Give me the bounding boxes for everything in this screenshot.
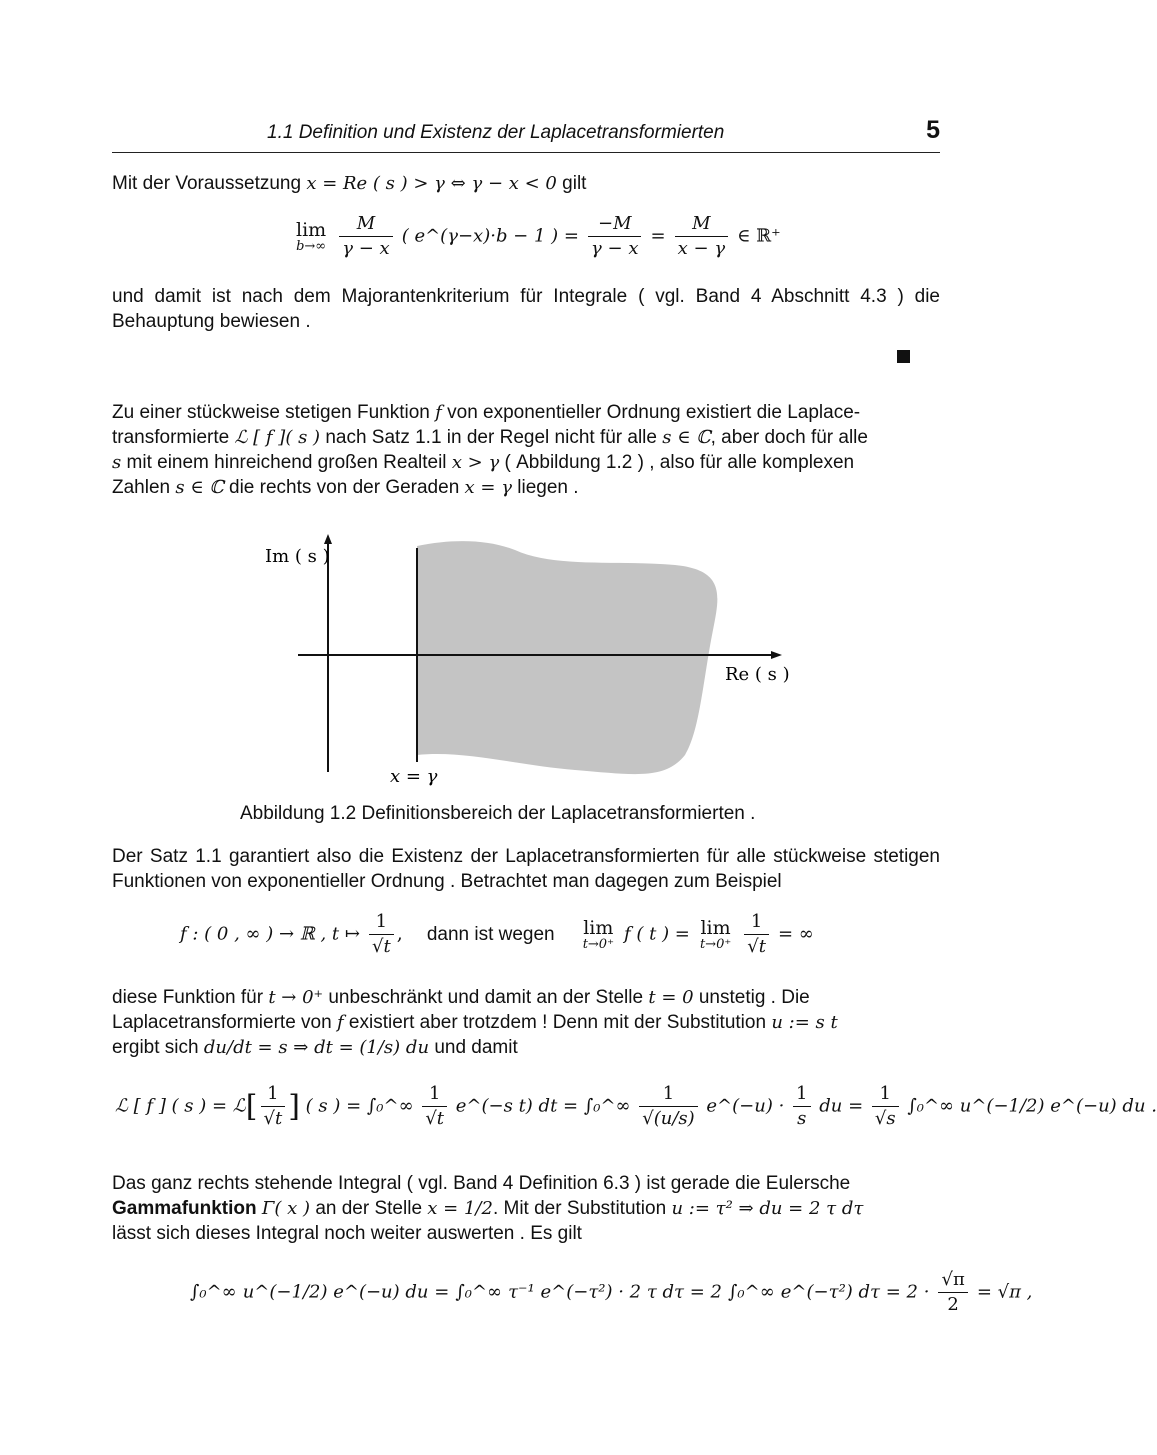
paragraph-4: Der Satz 1.1 garantiert also die Existenz der Laplacetransformierten für alle stückweise stetigen Funktionen von exponentieller Ordnung . Betrachtet man dagegen zum Beispiel: [112, 846, 940, 892]
running-header: [112, 118, 940, 153]
imaginary-axis-arrow-icon: [324, 534, 332, 544]
complex-plane-figure: [255, 530, 795, 795]
fraction-denominator: γ − x: [342, 238, 390, 259]
fraction-numerator: −M: [588, 212, 641, 237]
lim-label: lim: [296, 218, 327, 241]
paragraph-6: Das ganz rechts stehende Integral ( vgl. Band 4 Definition 6.3 ) ist gerade die Eulersche Gammafunktion Γ( x ) an der Stelle x = 1/2. Mit der Substitution u := τ² ⇒ du = 2 τ dτ lässt sich dieses Integral noch weiter auswerten . Es gilt: [112, 1173, 864, 1244]
term-gammafunktion: Gammafunktion: [112, 1198, 257, 1219]
qed-square-icon: [897, 350, 910, 363]
im-label: Im ( s ): [265, 546, 330, 567]
inline-text: dann ist wegen: [426, 923, 555, 945]
header-title: 1.1 Definition und Existenz der Laplacetransformierten: [267, 122, 725, 143]
para1-text: Mit der Voraussetzung: [112, 173, 302, 194]
fraction-denominator: x − γ: [677, 238, 726, 259]
real-axis-arrow-icon: [771, 651, 782, 659]
para1-text-end: gilt: [562, 173, 587, 194]
fraction-denominator: γ − x: [591, 238, 639, 259]
paragraph-2: und damit ist nach dem Majorantenkriterium für Integrale ( vgl. Band 4 Abschnitt 4.3 ) die Behauptung bewiesen .: [112, 286, 940, 332]
function-map: f : ( 0 , ∞ ) → ℝ , t ↦: [180, 923, 360, 945]
fraction-numerator: M: [675, 212, 728, 237]
paragraph-3: Zu einer stückweise stetigen Funktion f von exponentieller Ordnung existiert die Laplace- transformierte ℒ [ f ]( s ) nach Satz 1.1 in der Regel nicht für alle s ∈ ℂ, aber doch für alle s mit einem hinreichend großen Realteil x > γ ( Abbildung 1.2 ) , also für alle komplexen Zahlen s ∈ ℂ die rechts von der Geraden x = γ liegen .: [112, 402, 868, 498]
equation-example-function: f : ( 0 , ∞ ) → ℝ , t ↦ $\frac{1}{√t}$ , dann ist wegen lim t→0⁺ f ( t ) = lim t→0⁺ $\frac{1}{√t}$ = ∞: [180, 911, 814, 957]
paragraph-5: diese Funktion für t → 0⁺ unbeschränkt und damit an der Stelle t = 0 unstetig . Die Laplacetransformierte von f existiert aber trotzdem ! Denn mit der Substitution u := s t ergibt sich du/dt = s ⇒ dt = (1/s) du und damit: [112, 987, 838, 1058]
lim-subscript: b→∞: [296, 238, 327, 254]
exp-term: ( e^(γ−x)·b − 1 ) =: [401, 225, 579, 247]
figure-caption: Abbildung 1.2 Definitionsbereich der Laplacetransformierten .: [240, 803, 756, 824]
equation-laplace-integral: ℒ [ f ] ( s ) = ℒ[ $\frac{1}{√t}$ ] ( s ) = ∫₀^∞ $\frac{1}{√t}$ e^(−s t) dt = ∫₀^∞ $\frac{1}{√(u/s)}$ e^(−u) · $\frac{1}{s}$ du = $\frac{1}{√s}$ ∫₀^∞ u^(−1/2) e^(−u) du .: [115, 1083, 1157, 1129]
region-shaded: [417, 541, 717, 774]
equation-gamma-evaluation: ∫₀^∞ u^(−1/2) e^(−u) du = ∫₀^∞ τ⁻¹ e^(−τ²) · 2 τ dτ = 2 ∫₀^∞ e^(−τ²) dτ = 2 · $\frac{√\pi}{2}$ = √π ,: [190, 1269, 1033, 1315]
equation-limit: lim b→∞ $\frac{M}{\gamma - x}$ ( e^(γ−x)·b − 1 ) = $\frac{-M}{\gamma - x}$ = $\frac{M}{x - \gamma}$ ∈ ℝ⁺: [296, 213, 781, 259]
set-membership: ∈ ℝ⁺: [737, 225, 781, 247]
line-label: x = γ: [390, 766, 438, 787]
re-label: Re ( s ): [725, 664, 790, 685]
page-number: 5: [926, 116, 940, 144]
paragraph-1: [112, 171, 940, 196]
fraction-numerator: M: [339, 212, 392, 237]
para1-math: x = Re ( s ) > γ ⇔ γ − x < 0: [306, 173, 557, 194]
